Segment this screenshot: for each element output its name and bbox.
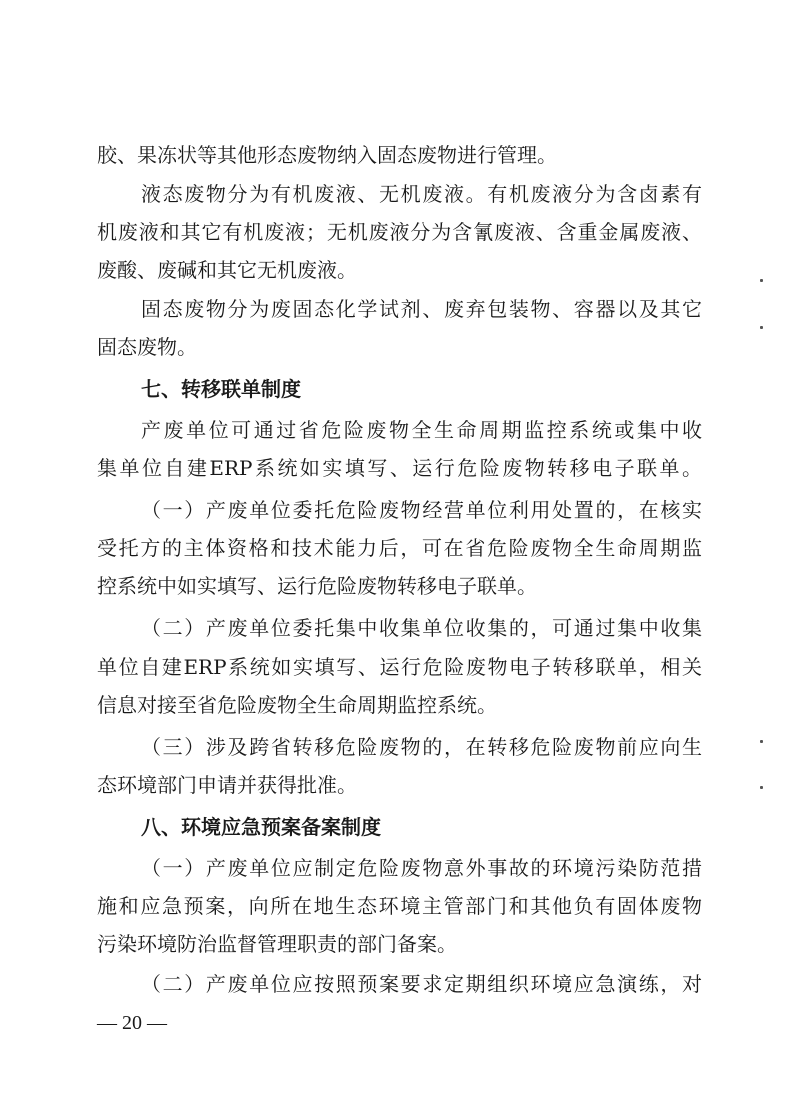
text-line: 信息对接至省危险废物全生命周期监控系统。 xyxy=(97,693,497,717)
text-line: 集单位自建ERP系统如实填写、运行危险废物转移电子联单。 xyxy=(97,456,702,480)
text-line: （一）产废单位委托危险废物经营单位利用处置的，在核实 xyxy=(141,498,702,522)
text-line: （二）产废单位委托集中收集单位收集的，可通过集中收集 xyxy=(141,616,702,640)
text-line: 固态废物分为废固态化学试剂、废弃包装物、容器以及其它 xyxy=(141,297,702,321)
scan-mark xyxy=(760,326,763,329)
text-line: 单位自建ERP系统如实填写、运行危险废物电子转移联单，相关 xyxy=(97,655,702,679)
text-line: 胶、果冻状等其他形态废物纳入固态废物进行管理。 xyxy=(97,143,557,167)
text-line: （一）产废单位应制定危险废物意外事故的环境污染防范措 xyxy=(141,856,702,880)
text-line: 废酸、废碱和其它无机废液。 xyxy=(97,258,357,282)
text-line: 机废液和其它有机废液；无机废液分为含氰废液、含重金属废液、 xyxy=(97,220,702,244)
text-line: 产废单位可通过省危险废物全生命周期监控系统或集中收 xyxy=(141,418,702,442)
text-line: 受托方的主体资格和技术能力后，可在省危险废物全生命周期监 xyxy=(97,536,702,560)
page-number: — 20 — xyxy=(97,1012,167,1034)
scan-mark xyxy=(760,786,763,789)
scan-mark xyxy=(760,740,763,743)
text-line: 污染环境防治监督管理职责的部门备案。 xyxy=(97,932,457,956)
text-line: 控系统中如实填写、运行危险废物转移电子联单。 xyxy=(97,574,537,598)
scan-mark xyxy=(760,279,763,282)
text-line: 施和应急预案，向所在地生态环境主管部门和其他负有固体废物 xyxy=(97,894,702,918)
section-heading: 八、环境应急预案备案制度 xyxy=(141,815,381,839)
section-heading: 七、转移联单制度 xyxy=(141,377,301,401)
text-line: 态环境部门申请并获得批准。 xyxy=(97,773,357,797)
text-line: 液态废物分为有机废液、无机废液。有机废液分为含卤素有 xyxy=(141,182,702,206)
text-line: 固态废物。 xyxy=(97,335,197,359)
text-line: （三）涉及跨省转移危险废物的，在转移危险废物前应向生 xyxy=(141,735,702,759)
text-line: （二）产废单位应按照预案要求定期组织环境应急演练，对 xyxy=(141,972,702,996)
